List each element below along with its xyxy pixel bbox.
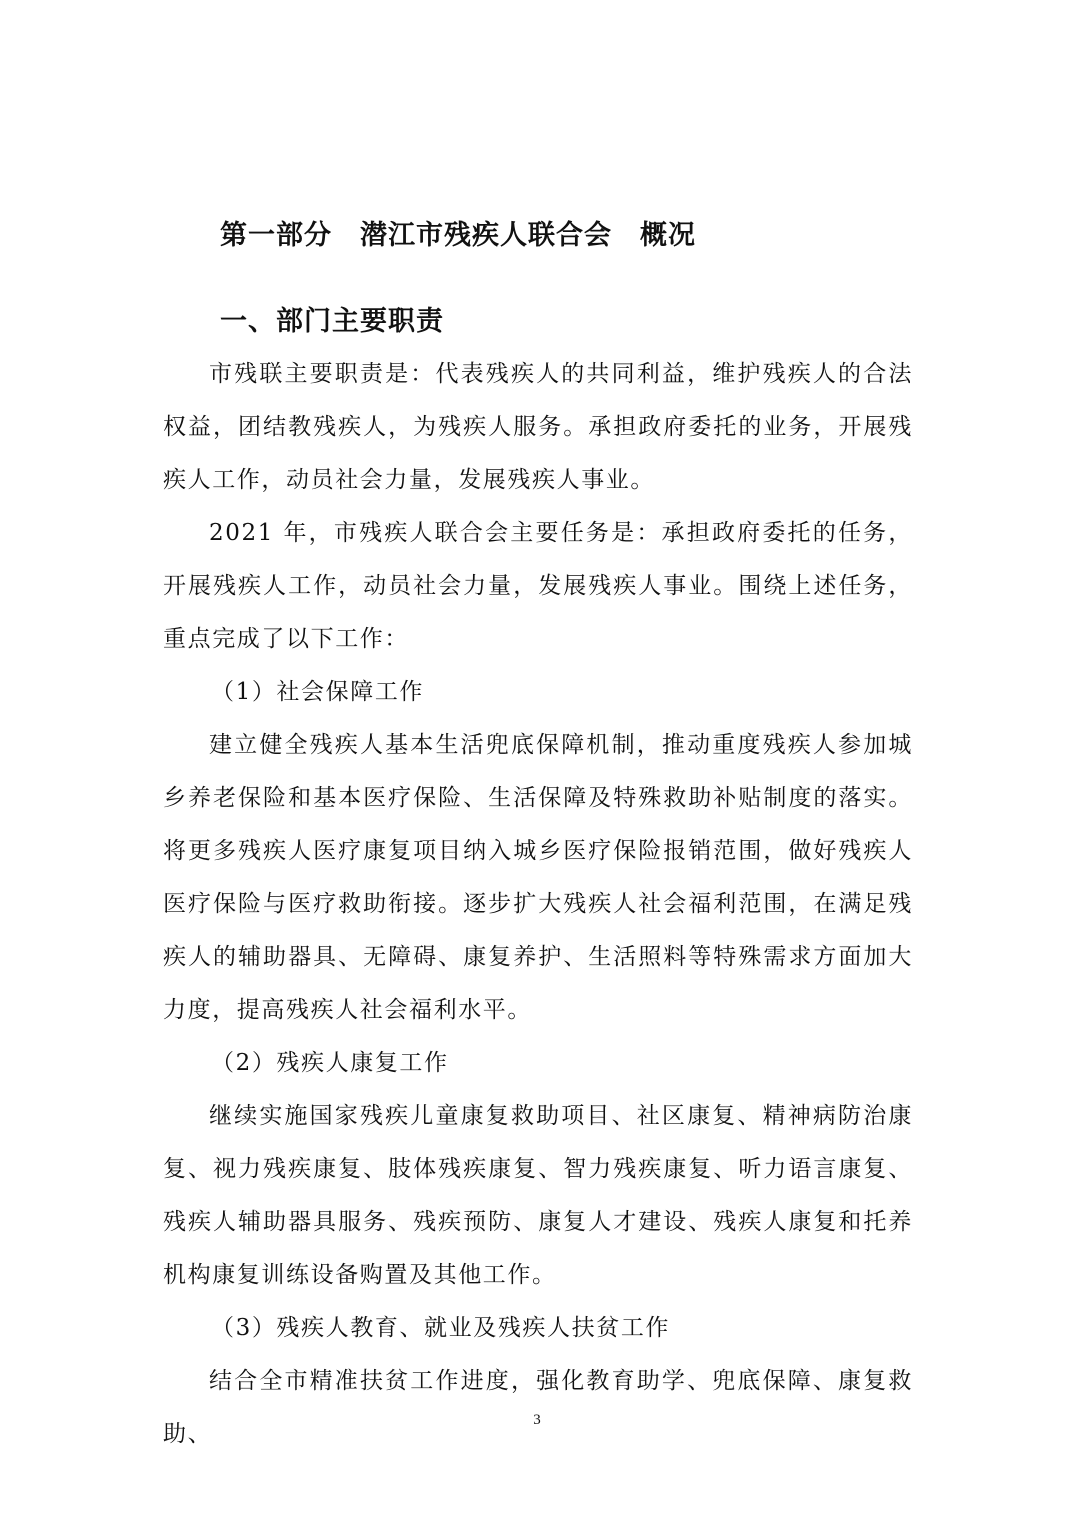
duty-paragraph: 市残联主要职责是：代表残疾人的共同利益，维护残疾人的合法权益，团结教残疾人，为残疾人服务。承担政府委托的业务，开展残疾人工作，动员社会力量，发展残疾人事业。 xyxy=(163,361,913,493)
subsection-heading-social-security: （1）社会保障工作 xyxy=(211,679,425,705)
subsection-heading-education-employment: （3）残疾人教育、就业及残疾人扶贫工作 xyxy=(211,1315,671,1341)
subsection-heading-rehabilitation: （2）残疾人康复工作 xyxy=(211,1050,449,1076)
subsection-text-social-security: 建立健全残疾人基本生活兜底保障机制，推动重度残疾人参加城乡养老保险和基本医疗保险、生活保障及特殊救助补贴制度的落实。将更多残疾人医疗康复项目纳入城乡医疗保险报销范围，做好残疾人医疗保险与医疗救助衔接。逐步扩大残疾人社会福利范围，在满足残疾人的辅助器具、无障碍、康复养护、生活照料等特殊需求方面加大力度，提高残疾人社会福利水平。 xyxy=(163,732,913,1023)
subsection-text-rehabilitation: 继续实施国家残疾儿童康复救助项目、社区康复、精神病防治康复、视力残疾康复、肢体残疾康复、智力残疾康复、听力语言康复、残疾人辅助器具服务、残疾预防、康复人才建设、残疾人康复和托养机构康复训练设备购置及其他工作。 xyxy=(163,1103,913,1288)
subsection-text-education-employment: 结合全市精准扶贫工作进度，强化教育助学、兜底保障、康复救助、 xyxy=(163,1368,913,1447)
section-title: 一、部门主要职责 xyxy=(220,306,444,337)
part-title: 第一部分 潜江市残疾人联合会 概况 xyxy=(220,220,696,251)
page-content xyxy=(163,210,913,1461)
tasks-paragraph: 2021 年，市残疾人联合会主要任务是：承担政府委托的任务，开展残疾人工作，动员社会力量，发展残疾人事业。围绕上述任务，重点完成了以下工作： xyxy=(163,520,913,652)
page-number: 3 xyxy=(533,1412,541,1428)
